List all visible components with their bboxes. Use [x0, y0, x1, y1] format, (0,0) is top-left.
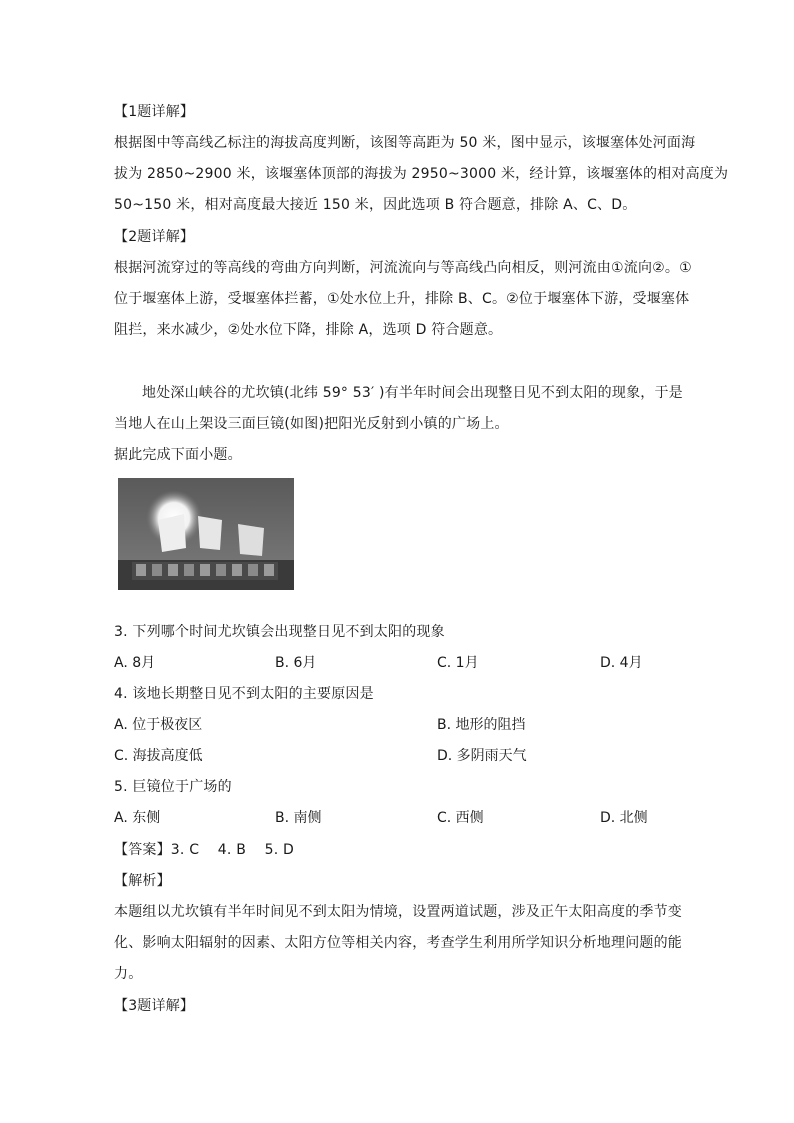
q1-text-line-2: 拔为 2850~2900 米，该堰塞体顶部的海拔为 2950~3000 米，经计算，该堰塞体的相对高度为 [114, 166, 729, 182]
intro-line-2: 当地人在山上架设三面巨镜(如图)把阳光反射到小镇的广场上。 [114, 416, 509, 432]
q4-option-d: D. 多阴雨天气 [437, 748, 527, 764]
intro-line-1: 地处深山峡谷的尤坎镇(北纬 59° 53′ )有半年时间会出现整日见不到太阳的现象，于是 [142, 385, 683, 401]
analysis-text-line-2: 化、影响太阳辐射的因素、太阳方位等相关内容，考查学生利用所学知识分析地理问题的能 [114, 935, 682, 951]
analysis-text-line-1: 本题组以尤坎镇有半年时间见不到太阳为情境，设置两道试题，涉及正午太阳高度的季节变 [114, 904, 682, 920]
q2-text-line-1: 根据河流穿过的等高线的弯曲方向判断，河流流向与等高线凸向相反，则河流由①流向②。① [114, 260, 692, 276]
q3-option-d: D. 4月 [600, 655, 643, 671]
q4-stem: 4. 该地长期整日见不到太阳的主要原因是 [114, 686, 374, 702]
q1-header: 【1题详解】 [114, 104, 195, 120]
q2-header: 【2题详解】 [114, 229, 195, 245]
mirrors-photo [118, 478, 294, 590]
q5-option-c: C. 西侧 [437, 810, 484, 826]
q3-explain-header: 【3题详解】 [114, 998, 195, 1014]
q4-option-c: C. 海拔高度低 [114, 748, 203, 764]
q4-option-a: A. 位于极夜区 [114, 717, 203, 733]
answer-line: 【答案】3. C 4. B 5. D [114, 842, 294, 858]
q5-stem: 5. 巨镜位于广场的 [114, 779, 232, 795]
q3-option-a: A. 8月 [114, 655, 156, 671]
analysis-text-line-3: 力。 [114, 966, 143, 982]
q2-text-line-3: 阻拦，来水减少，②处水位下降，排除 A，选项 D 符合题意。 [114, 322, 503, 338]
q2-text-line-2: 位于堰塞体上游，受堰塞体拦蓄，①处水位上升，排除 B、C。②位于堰塞体下游，受堰塞体 [114, 291, 690, 307]
intro-line-3: 据此完成下面小题。 [114, 447, 242, 463]
analysis-header: 【解析】 [114, 873, 171, 889]
q5-option-b: B. 南侧 [275, 810, 322, 826]
q3-option-c: C. 1月 [437, 655, 479, 671]
q5-option-d: D. 北侧 [600, 810, 648, 826]
q1-text-line-1: 根据图中等高线乙标注的海拔高度判断，该图等高距为 50 米，图中显示，该堰塞体处河面海 [114, 135, 696, 151]
q5-option-a: A. 东侧 [114, 810, 161, 826]
q3-option-b: B. 6月 [275, 655, 317, 671]
q1-text-line-3: 50~150 米，相对高度最大接近 150 米，因此选项 B 符合题意，排除 A、C、D。 [114, 197, 637, 213]
q3-stem: 3. 下列哪个时间尤坎镇会出现整日见不到太阳的现象 [114, 624, 445, 640]
q4-option-b: B. 地形的阻挡 [437, 717, 526, 733]
